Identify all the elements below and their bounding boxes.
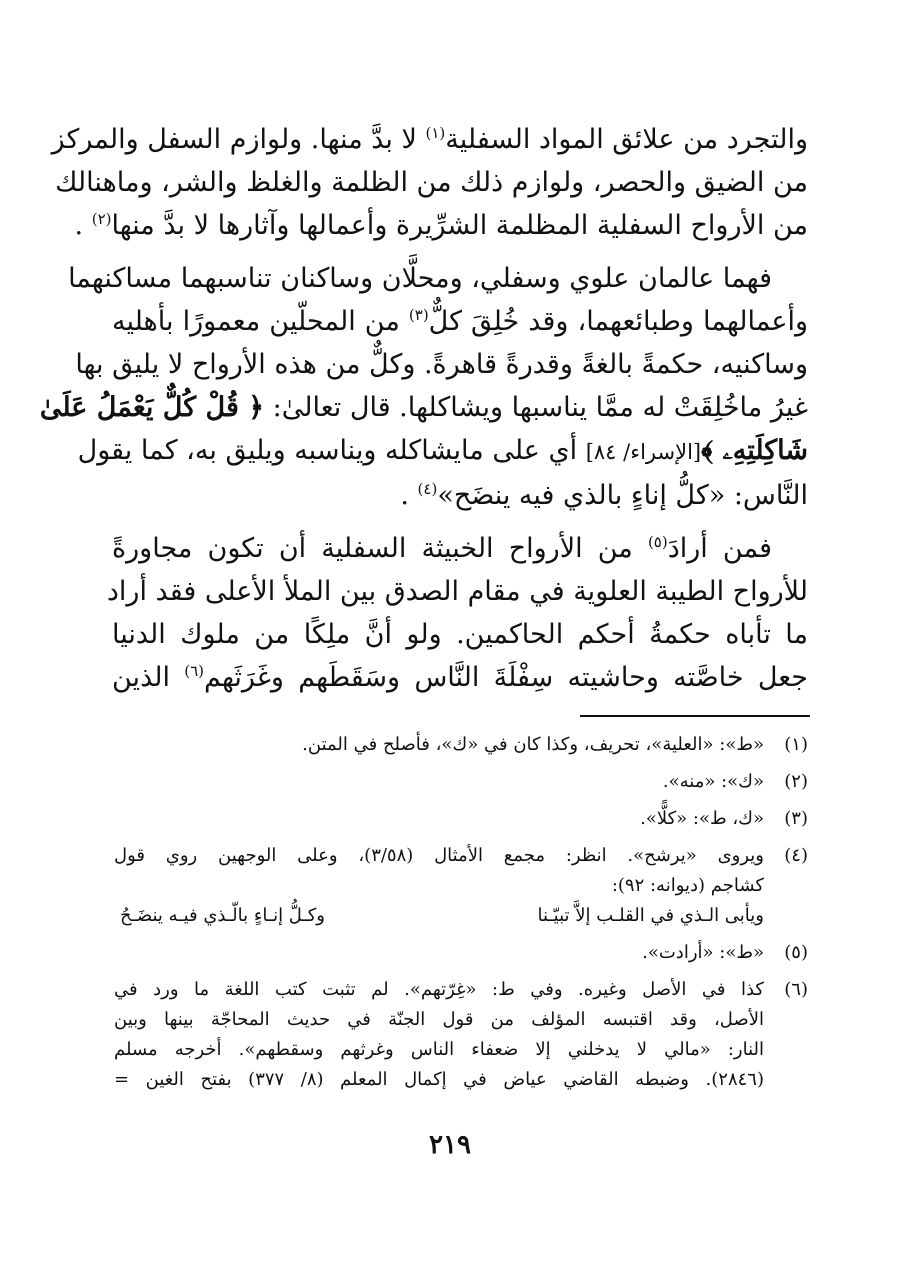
text: . xyxy=(74,210,84,241)
text: وأعمالهما وطبائعهما، وقد خُلِقَ كلٌّ xyxy=(428,306,808,337)
footnote-ref: (٥) xyxy=(647,533,668,551)
paragraph-1 xyxy=(51,118,808,247)
footnote-line: «ط»: «أرادت». xyxy=(642,942,764,963)
footnotes xyxy=(114,730,808,1102)
text-line: من الضيق والحصر، ولوازم ذلك من الظلمة والغلظ والشر، وماهنالك xyxy=(55,167,808,198)
text-line xyxy=(112,474,808,517)
footnote xyxy=(114,975,808,1095)
footnote-body xyxy=(114,730,764,760)
text: جعل خاصَّته وحاشيته سِفْلَةَ النَّاس وسَقَطَهم وغَرَثَهم xyxy=(203,662,808,693)
text: الذين xyxy=(112,662,170,693)
footnote-number: (٤) xyxy=(784,845,808,866)
footnote xyxy=(114,938,808,968)
footnote-ref: (٤) xyxy=(417,480,438,498)
text: النَّاس: «كلُّ إناءٍ بالذي فيه ينضَح» xyxy=(437,480,808,511)
paragraph-2 xyxy=(39,257,808,517)
text: من الأرواح الخبيثة السفلية أن تكون مجاورةً xyxy=(112,533,633,564)
footnote-body xyxy=(114,804,764,834)
text-line: وساكنيه، حكمةً بالغةً وقدرةً قاهرةً. وكلٌّ من هذه الأرواح لا يليق بها xyxy=(75,349,808,380)
text: من المحلّين معمورًا بأهليه xyxy=(112,306,400,337)
footnote-body xyxy=(114,975,764,1095)
footnote-line: كذا في الأصل وغيره. وفي ط: «غِرّتهم». لم تثبت كتب اللغة ما ورد في xyxy=(114,979,764,1000)
footnote xyxy=(114,804,808,834)
page-number: ٢١٩ xyxy=(429,1130,471,1160)
quran-verse: ﴿ قُلْ كُلٌّ يَعْمَلُ عَلَىٰ xyxy=(39,392,265,423)
footnote-line: كشاجم (ديوانه: ٩٢): xyxy=(611,875,764,896)
text: فهما عالمان علوي وسفلي، ومحلَّان وساكنان تناسبهما مساكنهما xyxy=(68,263,772,294)
footnote-number: (٦) xyxy=(784,979,808,1000)
text: من الأرواح السفلية المظلمة الشرِّيرة وأعمالها وآثارها لا بدَّ منها xyxy=(111,210,808,241)
text: غيرُ ماخُلِقَتْ له ممَّا يناسبها ويشاكلها. قال تعالىٰ: xyxy=(272,392,808,423)
footnote-ref: (٣) xyxy=(408,306,429,324)
footnote-ref: (٢) xyxy=(91,210,112,228)
footnote-body xyxy=(114,841,764,931)
footnote-line: ويروى «يرشح». انظر: مجمع الأمثال (٣/٥٨)، وعلى الوجهين روي قول xyxy=(114,845,764,866)
text: أي على مايشاكله ويناسبه ويليق به، كما يقول xyxy=(77,435,578,466)
text: لا بدَّ منها. ولوازم السفل والمركز xyxy=(51,124,417,155)
footnote-number: (٥) xyxy=(784,942,808,963)
footnote-line: «ط»: «العلية»، تحريف، وكذا كان في «ك»، فأصلح في المتن. xyxy=(302,734,764,755)
footnote-line: «ك، ط»: «كلًّا». xyxy=(640,808,764,829)
poetry-verse xyxy=(114,901,764,931)
footnote-ref: (٦) xyxy=(184,662,204,680)
footnote-line: النار: «مالي لا يدخلني إلا ضعفاء الناس وغرثهم وسقطهم». أخرجه مسلم xyxy=(114,1039,764,1060)
verse-first-hemistich: ويأبى الـذي في القلـب إلاَّ تبيّـنا xyxy=(537,905,764,926)
text-line xyxy=(112,300,808,343)
footnote-line: (٢٨٤٦). وضبطه القاضي عياض في إكمال المعلم (٨/ ٣٧٧) بفتح الغين = xyxy=(114,1069,764,1090)
text-line xyxy=(112,527,808,570)
footnote-number: (١) xyxy=(784,734,808,755)
footnote xyxy=(114,730,808,760)
text: والتجرد من علائق المواد السفلية xyxy=(445,124,808,155)
footnote-number: (٣) xyxy=(784,808,808,829)
text-line xyxy=(39,386,808,429)
text-line xyxy=(77,429,808,474)
text: . xyxy=(400,480,409,511)
text-line xyxy=(112,656,808,699)
footnote-ref: (١) xyxy=(425,124,446,142)
footnote-body xyxy=(114,767,764,797)
main-text xyxy=(39,118,808,699)
footnote-line: الأصل، وقد اقتبسه المؤلف من قول الجنّة في حديث المحاجّة بينها وبين xyxy=(114,1009,764,1030)
footnote-body xyxy=(114,938,764,968)
verse-reference: [الإسراء/ ٨٤] xyxy=(585,440,702,464)
text: فمن أرادَ xyxy=(667,533,772,564)
footnote-line: «ك»: «منه». xyxy=(662,771,764,792)
footnote xyxy=(114,767,808,797)
footnote-number: (٢) xyxy=(784,771,808,792)
text-line xyxy=(74,204,808,247)
footnote-separator xyxy=(580,715,810,717)
text-line: للأرواح الطيبة العلوية في مقام الصدق بين الملأ الأعلى فقد أراد xyxy=(106,576,808,607)
text-line: ما تأباه حكمةُ أحكم الحاكمين. ولو أنَّ ملِكًا من ملوك الدنيا xyxy=(112,619,808,650)
verse-second-hemistich: وكـلُّ إنـاءٍ بالّـذي فيـه ينضَـحُ xyxy=(120,905,325,926)
footnote xyxy=(114,841,808,931)
text-line xyxy=(68,257,808,300)
text-line xyxy=(51,118,808,161)
paragraph-3 xyxy=(106,527,808,699)
quran-verse: شَاكِلَتِهِۦ ﴾ xyxy=(701,435,808,466)
